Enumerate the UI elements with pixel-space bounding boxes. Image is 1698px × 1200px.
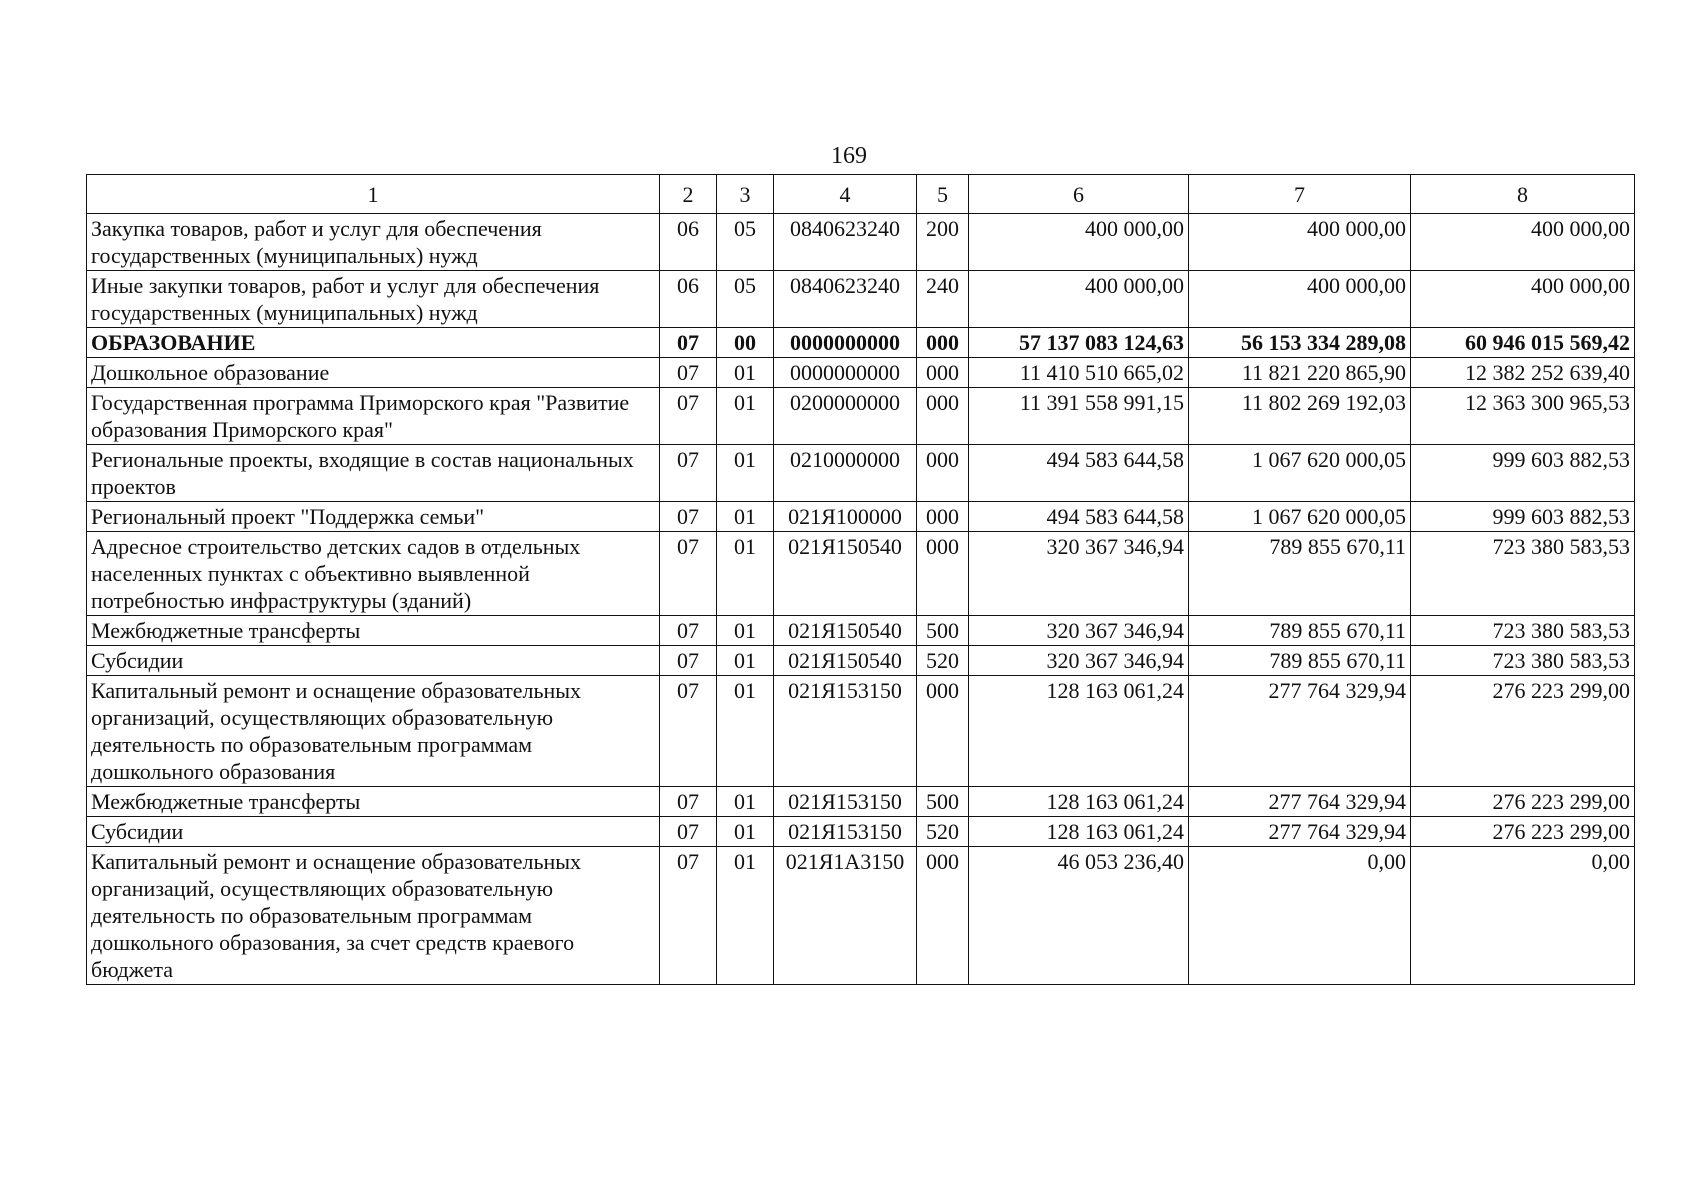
row-name-cell: Государственная программа Приморского края "Развитие образования Приморского края" <box>87 388 660 445</box>
subsection-code-cell: 01 <box>717 616 774 646</box>
row-name-cell: Капитальный ремонт и оснащение образовательных организаций, осуществляющих образовательную деятельность по образовательным программам дошкольного образования, за счет средств краевого бюджета <box>87 847 660 985</box>
amount-col7-cell: 789 855 670,11 <box>1189 616 1411 646</box>
amount-col6-cell: 400 000,00 <box>969 214 1189 271</box>
expense-type-cell: 500 <box>917 616 969 646</box>
target-article-cell: 021Я150540 <box>774 616 917 646</box>
amount-col6-cell: 320 367 346,94 <box>969 646 1189 676</box>
section-code-cell: 07 <box>660 328 717 358</box>
expense-type-cell: 520 <box>917 646 969 676</box>
expense-type-cell: 000 <box>917 358 969 388</box>
row-name-cell: Иные закупки товаров, работ и услуг для обеспечения государственных (муниципальных) нужд <box>87 271 660 328</box>
section-code-cell: 07 <box>660 787 717 817</box>
row-name-cell: Субсидии <box>87 817 660 847</box>
amount-col6-cell: 494 583 644,58 <box>969 445 1189 502</box>
section-code-cell: 07 <box>660 646 717 676</box>
header-cell-7: 7 <box>1189 175 1411 214</box>
row-name-cell: ОБРАЗОВАНИЕ <box>87 328 660 358</box>
table-row <box>87 328 1635 358</box>
subsection-code-cell: 01 <box>717 646 774 676</box>
header-cell-5: 5 <box>917 175 969 214</box>
amount-col6-cell: 320 367 346,94 <box>969 616 1189 646</box>
amount-col7-cell: 789 855 670,11 <box>1189 532 1411 616</box>
subsection-code-cell: 01 <box>717 847 774 985</box>
table-row <box>87 616 1635 646</box>
table-row <box>87 817 1635 847</box>
target-article-cell: 0000000000 <box>774 328 917 358</box>
header-cell-8: 8 <box>1411 175 1635 214</box>
expense-type-cell: 000 <box>917 502 969 532</box>
amount-col7-cell: 56 153 334 289,08 <box>1189 328 1411 358</box>
section-code-cell: 07 <box>660 532 717 616</box>
expense-type-cell: 000 <box>917 532 969 616</box>
table-row <box>87 502 1635 532</box>
amount-col6-cell: 11 391 558 991,15 <box>969 388 1189 445</box>
table-row <box>87 532 1635 616</box>
section-code-cell: 07 <box>660 388 717 445</box>
expense-type-cell: 000 <box>917 388 969 445</box>
subsection-code-cell: 05 <box>717 271 774 328</box>
table-row <box>87 214 1635 271</box>
header-row <box>87 175 1635 214</box>
amount-col8-cell: 12 363 300 965,53 <box>1411 388 1635 445</box>
table-row <box>87 271 1635 328</box>
header-cell-2: 2 <box>660 175 717 214</box>
target-article-cell: 0210000000 <box>774 445 917 502</box>
amount-col8-cell: 999 603 882,53 <box>1411 445 1635 502</box>
target-article-cell: 0840623240 <box>774 271 917 328</box>
amount-col8-cell: 12 382 252 639,40 <box>1411 358 1635 388</box>
subsection-code-cell: 01 <box>717 502 774 532</box>
amount-col6-cell: 494 583 644,58 <box>969 502 1189 532</box>
amount-col6-cell: 128 163 061,24 <box>969 676 1189 787</box>
section-code-cell: 06 <box>660 214 717 271</box>
target-article-cell: 021Я150540 <box>774 646 917 676</box>
amount-col8-cell: 400 000,00 <box>1411 271 1635 328</box>
section-code-cell: 07 <box>660 502 717 532</box>
amount-col7-cell: 1 067 620 000,05 <box>1189 502 1411 532</box>
amount-col6-cell: 320 367 346,94 <box>969 532 1189 616</box>
amount-col8-cell: 0,00 <box>1411 847 1635 985</box>
table-row <box>87 445 1635 502</box>
amount-col7-cell: 277 764 329,94 <box>1189 676 1411 787</box>
amount-col6-cell: 128 163 061,24 <box>969 787 1189 817</box>
amount-col7-cell: 277 764 329,94 <box>1189 787 1411 817</box>
subsection-code-cell: 01 <box>717 532 774 616</box>
section-code-cell: 07 <box>660 445 717 502</box>
amount-col8-cell: 723 380 583,53 <box>1411 616 1635 646</box>
amount-col8-cell: 400 000,00 <box>1411 214 1635 271</box>
target-article-cell: 021Я153150 <box>774 676 917 787</box>
amount-col7-cell: 400 000,00 <box>1189 271 1411 328</box>
table-header <box>87 175 1635 214</box>
target-article-cell: 021Я150540 <box>774 532 917 616</box>
table-row <box>87 847 1635 985</box>
expense-type-cell: 000 <box>917 328 969 358</box>
table-row <box>87 388 1635 445</box>
row-name-cell: Региональный проект "Поддержка семьи" <box>87 502 660 532</box>
expense-type-cell: 500 <box>917 787 969 817</box>
subsection-code-cell: 01 <box>717 676 774 787</box>
target-article-cell: 0000000000 <box>774 358 917 388</box>
subsection-code-cell: 01 <box>717 445 774 502</box>
section-code-cell: 07 <box>660 616 717 646</box>
subsection-code-cell: 01 <box>717 787 774 817</box>
target-article-cell: 0840623240 <box>774 214 917 271</box>
amount-col8-cell: 276 223 299,00 <box>1411 787 1635 817</box>
header-cell-4: 4 <box>774 175 917 214</box>
amount-col8-cell: 276 223 299,00 <box>1411 676 1635 787</box>
section-code-cell: 07 <box>660 817 717 847</box>
amount-col7-cell: 789 855 670,11 <box>1189 646 1411 676</box>
row-name-cell: Закупка товаров, работ и услуг для обеспечения государственных (муниципальных) нужд <box>87 214 660 271</box>
amount-col7-cell: 0,00 <box>1189 847 1411 985</box>
header-cell-1: 1 <box>87 175 660 214</box>
section-code-cell: 07 <box>660 847 717 985</box>
target-article-cell: 021Я1А3150 <box>774 847 917 985</box>
table-row <box>87 646 1635 676</box>
amount-col8-cell: 999 603 882,53 <box>1411 502 1635 532</box>
section-code-cell: 07 <box>660 358 717 388</box>
expense-type-cell: 000 <box>917 676 969 787</box>
target-article-cell: 0200000000 <box>774 388 917 445</box>
amount-col8-cell: 723 380 583,53 <box>1411 532 1635 616</box>
budget-table <box>86 174 1635 985</box>
target-article-cell: 021Я153150 <box>774 787 917 817</box>
table-row <box>87 358 1635 388</box>
row-name-cell: Дошкольное образование <box>87 358 660 388</box>
expense-type-cell: 240 <box>917 271 969 328</box>
expense-type-cell: 200 <box>917 214 969 271</box>
expense-type-cell: 000 <box>917 847 969 985</box>
amount-col8-cell: 276 223 299,00 <box>1411 817 1635 847</box>
expense-type-cell: 520 <box>917 817 969 847</box>
amount-col7-cell: 11 802 269 192,03 <box>1189 388 1411 445</box>
expense-type-cell: 000 <box>917 445 969 502</box>
amount-col7-cell: 400 000,00 <box>1189 214 1411 271</box>
amount-col7-cell: 1 067 620 000,05 <box>1189 445 1411 502</box>
section-code-cell: 06 <box>660 271 717 328</box>
subsection-code-cell: 01 <box>717 817 774 847</box>
subsection-code-cell: 01 <box>717 388 774 445</box>
row-name-cell: Субсидии <box>87 646 660 676</box>
amount-col6-cell: 46 053 236,40 <box>969 847 1189 985</box>
table-row <box>87 787 1635 817</box>
amount-col7-cell: 11 821 220 865,90 <box>1189 358 1411 388</box>
amount-col6-cell: 128 163 061,24 <box>969 817 1189 847</box>
subsection-code-cell: 00 <box>717 328 774 358</box>
row-name-cell: Региональные проекты, входящие в состав национальных проектов <box>87 445 660 502</box>
page-number: 169 <box>831 143 867 169</box>
section-code-cell: 07 <box>660 676 717 787</box>
table-row <box>87 676 1635 787</box>
header-cell-3: 3 <box>717 175 774 214</box>
amount-col8-cell: 723 380 583,53 <box>1411 646 1635 676</box>
header-cell-6: 6 <box>969 175 1189 214</box>
amount-col7-cell: 277 764 329,94 <box>1189 817 1411 847</box>
row-name-cell: Межбюджетные трансферты <box>87 616 660 646</box>
row-name-cell: Межбюджетные трансферты <box>87 787 660 817</box>
table-body <box>87 214 1635 985</box>
amount-col6-cell: 400 000,00 <box>969 271 1189 328</box>
subsection-code-cell: 01 <box>717 358 774 388</box>
subsection-code-cell: 05 <box>717 214 774 271</box>
row-name-cell: Адресное строительство детских садов в отдельных населенных пунктах с объективно выявленной потребностью инфраструктуры (зданий) <box>87 532 660 616</box>
amount-col8-cell: 60 946 015 569,42 <box>1411 328 1635 358</box>
amount-col6-cell: 57 137 083 124,63 <box>969 328 1189 358</box>
target-article-cell: 021Я153150 <box>774 817 917 847</box>
target-article-cell: 021Я100000 <box>774 502 917 532</box>
row-name-cell: Капитальный ремонт и оснащение образовательных организаций, осуществляющих образовательную деятельность по образовательным программам дошкольного образования <box>87 676 660 787</box>
amount-col6-cell: 11 410 510 665,02 <box>969 358 1189 388</box>
